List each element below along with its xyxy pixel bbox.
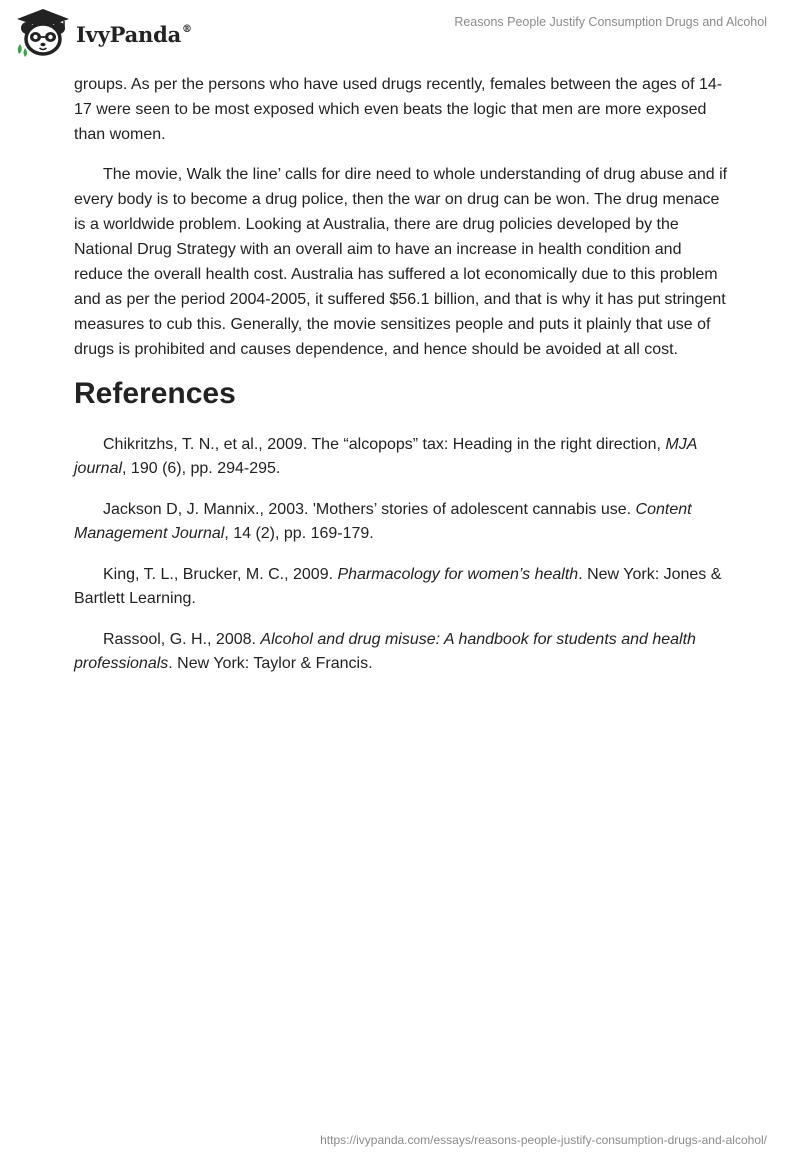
reference-text: Jackson D, J. Mannix., 2003. 'Mothers’ stories of adolescent cannabis use. — [103, 501, 636, 518]
logo-wordmark — [76, 22, 192, 47]
reference-source: Content Management Journal — [74, 501, 692, 542]
references-heading: References — [74, 377, 236, 410]
document-title: Reasons People Justify Consumption Drugs and Alcohol — [454, 15, 767, 29]
reference-text: . New York: Jones & Bartlett Learning. — [74, 566, 722, 607]
brand-name: IvyPanda — [76, 21, 182, 47]
reference-source: Pharmacology for women’s health — [337, 566, 579, 583]
ivypanda-logo[interactable] — [14, 8, 192, 58]
source-url[interactable]: https://ivypanda.com/essays/reasons-people-justify-consumption-drugs-and-alcohol/ — [320, 1133, 767, 1147]
reference-item — [74, 563, 730, 611]
reference-text: , 190 (6), pp. 294-295. — [122, 460, 281, 477]
reference-text: King, T. L., Brucker, M. C., 2009. — [103, 566, 338, 583]
reference-text: Rassool, G. H., 2008. — [103, 631, 261, 648]
essay-content — [74, 72, 730, 693]
page-header — [0, 0, 800, 60]
reference-text: . New York: Taylor & Francis. — [168, 655, 373, 672]
reference-item — [74, 628, 730, 676]
panda-graduate-icon — [14, 8, 72, 58]
reference-source: Alcohol and drug misuse: A handbook for students and health professionals — [74, 631, 696, 672]
reference-item — [74, 433, 730, 481]
body-paragraph: groups. As per the persons who have used drugs recently, females between the ages of 14-17 were seen to be most exposed which even beats the logic that men are more exposed than women. — [74, 76, 723, 143]
reference-source: MJA journal — [74, 436, 697, 477]
registered-mark: ® — [182, 23, 192, 35]
reference-text: , 14 (2), pp. 169-179. — [224, 525, 374, 542]
reference-text: Chikritzhs, T. N., et al., 2009. The “alcopops” tax: Heading in the right direction, — [103, 436, 666, 453]
body-paragraph: The movie, Walk the line’ calls for dire need to whole understanding of drug abuse and if every body is to become a drug police, then the war on drug can be won. The drug menace is a worldwide problem. Looking at Australia, there are drug policies developed by the National Drug Strategy with an overall aim to have an increase in health condition and reduce the overall health cost. Australia has suffered a lot economically due to this problem and as per the period 2004-2005, it suffered $56.1 billion, and that is why it has put stringent measures to cub this. Generally, the movie sensitizes people and puts it plainly that use of drugs is prohibited and causes dependence, and hence should be avoided at all cost. — [74, 166, 728, 358]
reference-item — [74, 498, 730, 546]
